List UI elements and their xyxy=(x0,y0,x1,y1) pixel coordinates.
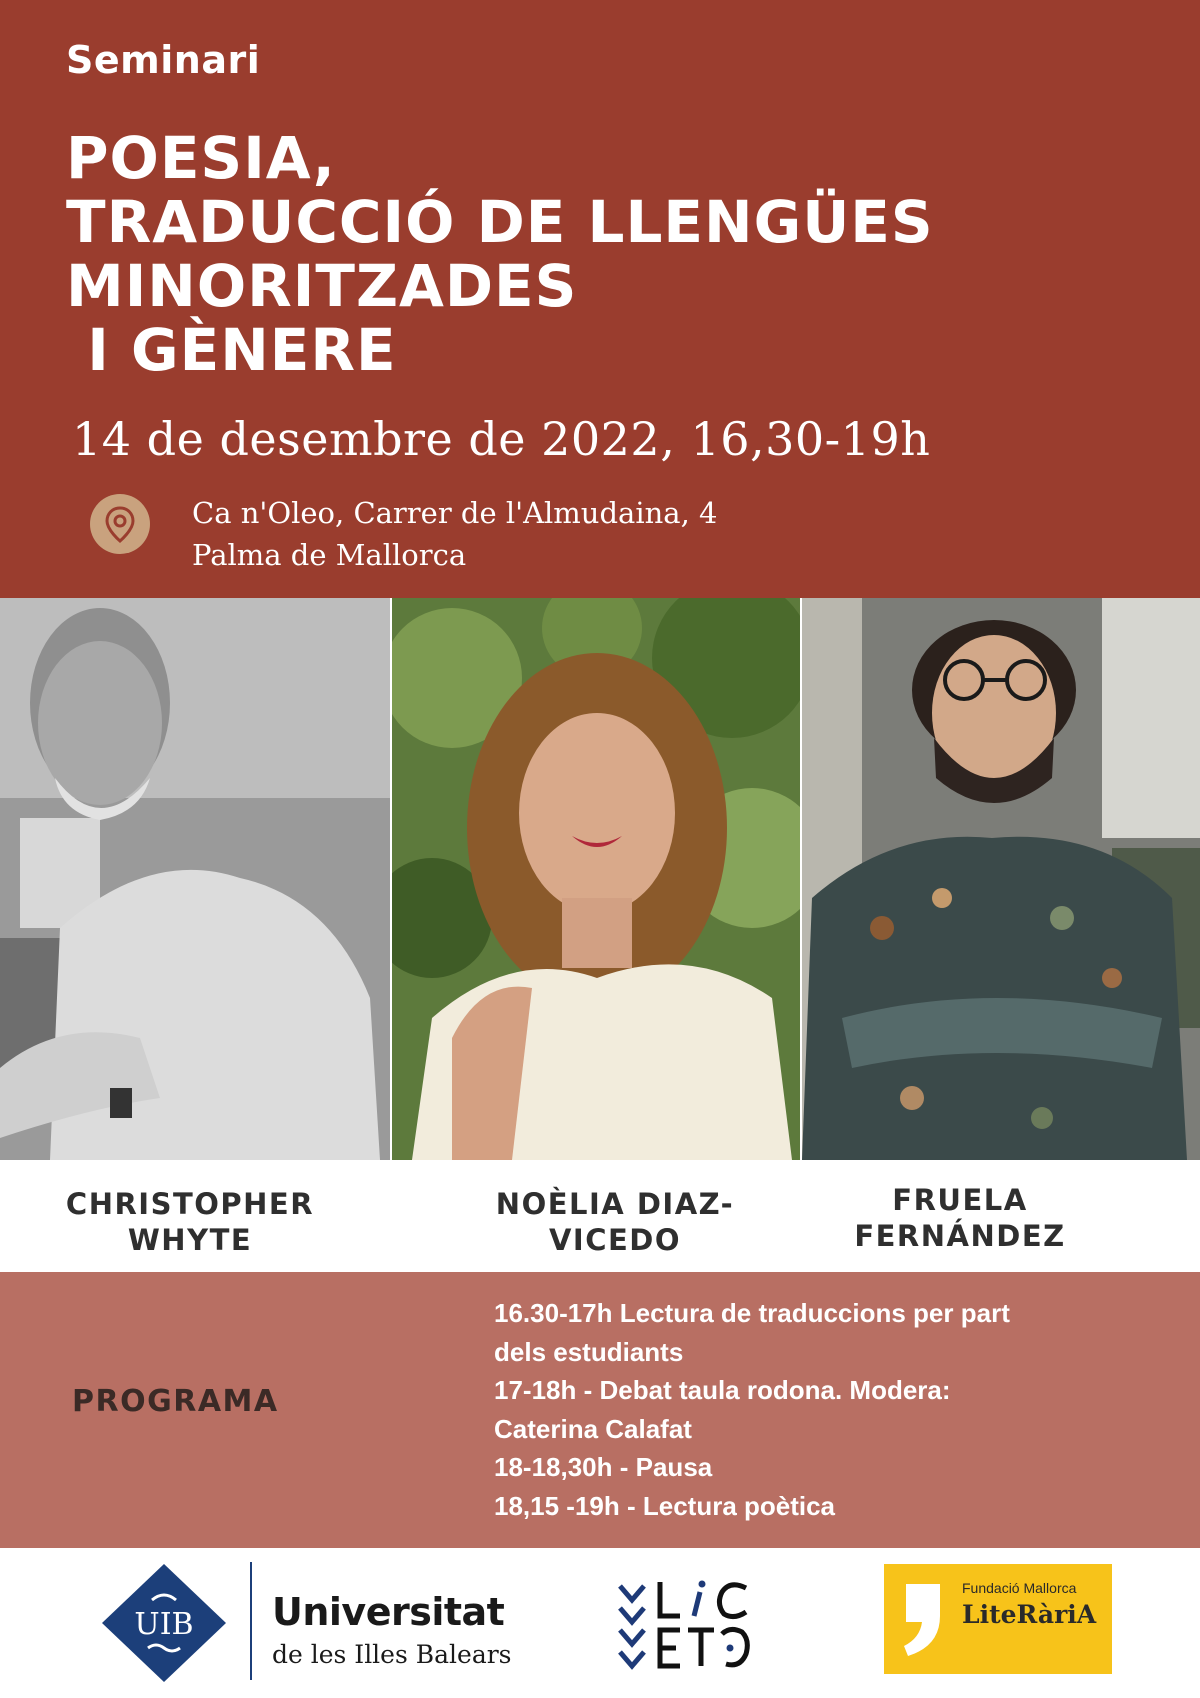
speaker-name-line: WHYTE xyxy=(127,1223,253,1257)
speaker-name-line: VICEDO xyxy=(548,1223,682,1257)
speaker-name xyxy=(40,1186,340,1258)
speaker-name-line: CHRISTOPHER xyxy=(65,1187,315,1221)
event-address xyxy=(192,492,717,576)
address-line: Palma de Mallorca xyxy=(192,538,467,572)
quote-mark-icon xyxy=(898,1578,946,1660)
header-banner xyxy=(0,0,1200,598)
speaker-name-line: FRUELA xyxy=(892,1183,1028,1217)
speaker-photo-fruela-fernandez xyxy=(802,598,1200,1160)
program-line: dels estudiants xyxy=(494,1336,684,1367)
event-datetime: 14 de desembre de 2022, 16,30-19h xyxy=(72,412,931,466)
program-section xyxy=(0,1272,1200,1548)
program-list xyxy=(494,1294,1174,1525)
fundacio-main-text: LiteRàriA xyxy=(962,1600,1097,1629)
uib-mark-text: UIB xyxy=(134,1607,194,1642)
fundacio-mallorca-literaria-logo xyxy=(884,1564,1112,1674)
address-line: Ca n'Oleo, Carrer de l'Almudaina, 4 xyxy=(192,496,718,530)
speaker-photo-christopher-whyte xyxy=(0,598,390,1160)
program-line: 18,15 -19h - Lectura poètica xyxy=(494,1490,836,1521)
program-line: 18-18,30h - Pausa xyxy=(494,1452,713,1482)
footer-logos xyxy=(0,1548,1200,1698)
logo-divider xyxy=(250,1562,252,1680)
uib-name: Universitat xyxy=(272,1590,505,1634)
map-pin-icon xyxy=(90,494,150,554)
title-line: TRADUCCIÓ DE LLENGÜES xyxy=(66,188,934,256)
event-type: Seminari xyxy=(66,38,261,82)
program-heading: PROGRAMA xyxy=(72,1384,279,1419)
title-line: MINORITZADES xyxy=(66,252,578,320)
speaker-names xyxy=(0,1160,1200,1272)
licet-logo xyxy=(618,1578,754,1674)
uib-subtitle: de les Illes Balears xyxy=(272,1640,512,1669)
event-title xyxy=(66,126,934,382)
fundacio-top-text: Fundació Mallorca xyxy=(962,1580,1077,1596)
speaker-photo-noelia-diaz-vicedo xyxy=(392,598,800,1160)
speaker-name-line: NOÈLIA DIAZ- xyxy=(495,1187,735,1221)
speaker-name xyxy=(820,1182,1100,1254)
title-line: POESIA, xyxy=(66,124,336,192)
speaker-name-line: FERNÁNDEZ xyxy=(854,1219,1066,1253)
speaker-name xyxy=(460,1186,770,1258)
uib-logo xyxy=(100,1562,228,1684)
title-line: I GÈNERE xyxy=(66,316,397,384)
program-line: 17-18h - Debat taula rodona. Modera: xyxy=(494,1375,951,1405)
speaker-photos xyxy=(0,598,1200,1160)
program-line: 16.30-17h Lectura de traduccions per part xyxy=(494,1298,1010,1328)
program-line: Caterina Calafat xyxy=(494,1413,692,1444)
